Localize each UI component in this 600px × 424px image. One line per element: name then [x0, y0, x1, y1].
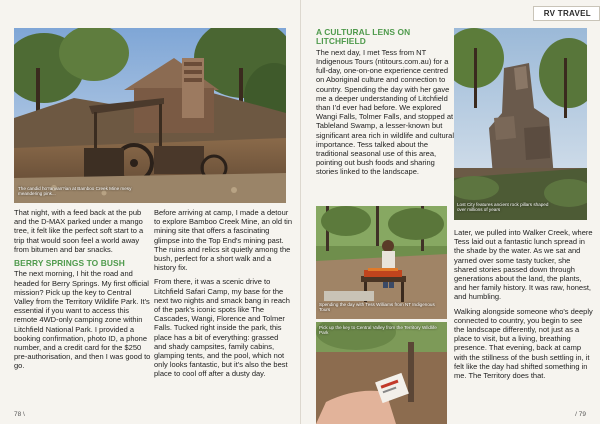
section-tag: RV TRAVEL	[533, 6, 600, 21]
right-page	[300, 0, 600, 424]
rock-pillars-illustration	[454, 28, 587, 220]
walker-creek-paragraph: Later, we pulled into Walker Creek, where Tess laid out a fantastic lunch spread in the shade by the water. As we sat and yarned over some tasty tucker, she shared stories passed down through generations about the land, the plants, and her family history. It was raw, honest, and humbling.	[454, 228, 593, 302]
heading-berry-springs: BERRY SPRINGS TO BUSH	[14, 258, 125, 269]
bamboo-creek-paragraph: Before arriving at camp, I made a detour to explore Bamboo Creek Mine, an old tin mining site that offers a fascinating glimpse into the Top End's mining past. The ruins and relics sit quietly among the bush, perfect for a short walk and a history fix.	[154, 208, 292, 273]
bamboo-creek-mine-photo	[14, 28, 286, 203]
right-column-2	[454, 228, 594, 385]
key-photo-caption: Pick up the key to Central Valley from the Territory Wildlife Park	[319, 325, 437, 336]
left-column-2	[154, 208, 292, 384]
country-paragraph: Walking alongside someone who's deeply connected to country, you begin to see the landscape differently, not just as a place to visit, but a living, breathing presence. That evening, back at camp with the stillness of the bush settling in, it felt like the day had shifted something in me. The Territory does that.	[454, 306, 593, 381]
page-number-right: / 79	[575, 411, 586, 418]
page-number-left: 78 \	[14, 411, 25, 418]
berry-springs-paragraph: The next morning, I hit the road and headed for Berry Springs. My first official mission? Pick up the key to Central Valley from the Territory Wildlife Park. It's essential if you want to access this remote 4WD-only camping zone within Litchfield National Park. I provided a booking confirmation, photo ID, a phone number, and a credit card for the $250 pre-authorisation, and then I was good to go.	[14, 269, 151, 371]
left-column-1	[14, 208, 152, 376]
key-photo	[316, 322, 447, 424]
key-illustration	[316, 322, 447, 424]
lost-city-photo	[454, 28, 587, 220]
tess-photo-caption: Spending the day with Tess Williams from NT Indigenous Tours	[319, 302, 435, 313]
lost-city-caption: Lost City features ancient rock pillars shaped over millions of years	[457, 202, 549, 213]
cultural-lens-paragraph: The next day, I met Tess from NT Indigenous Tours (ntitours.com.au) for a full-day, one-on-one experience centred on Aboriginal culture and connection to country. Spending the day with her gave me a deeper understanding of Litchfield than I'd ever had before. We explored Wangi Falls, Tolmer Falls, and stopped at Tableland Swamp, a lesser-known but significant area rich in wildlife and cultural importance. Tess talked about the traditional seasonal use of this area, pointing out bush foods and sharing stories linked to the landscape.	[316, 47, 454, 177]
mine-ruins-illustration	[14, 28, 286, 203]
tess-cooking-photo	[316, 206, 447, 319]
photo-caption: The candid ho?anvan?ian at Bamboo Creek Mine mesy meandering pink...	[18, 186, 132, 197]
right-column-1	[316, 28, 458, 182]
safari-camp-paragraph: From there, it was a scenic drive to Litchfield Safari Camp, my base for the next two nights and smack bang in reach of the park's iconic spots like The Cascades, Wangi, Florence and Tolmer Falls. Tucked right inside the park, this place has a bit of everything: grassed and shady campsites, family cabins, glamping tents, and the pool, which not only looks fantastic, but it's also the best place to cool off after a dusty day.	[154, 277, 290, 379]
heading-cultural-lens: A CULTURAL LENS ON LITCHFIELD	[316, 27, 411, 47]
intro-paragraph: That night, with a feed back at the pub and the D-MAX parked under a mango tree, it felt like the perfect soft start to a trip that would soon feel a world away from bitumen and bar snacks.	[14, 208, 144, 254]
